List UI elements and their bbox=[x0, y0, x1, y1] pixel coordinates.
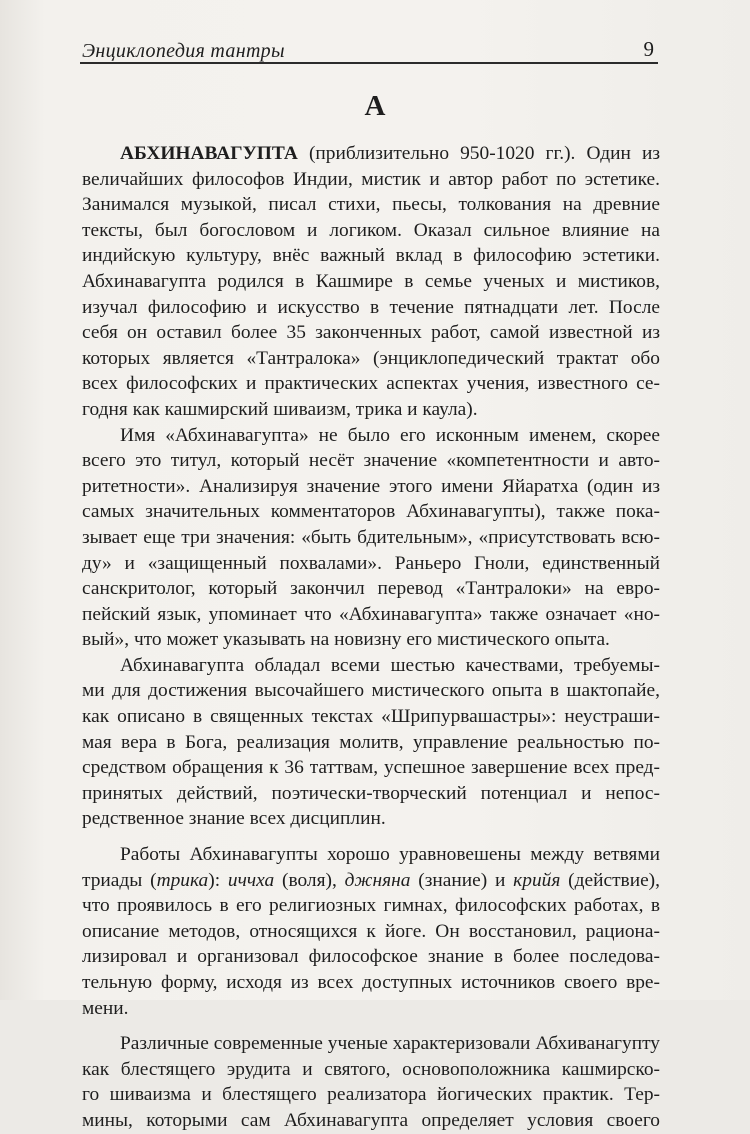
paragraph-3 bbox=[82, 653, 660, 832]
text-line: ритетности». Анализируя значение этого имени Яйаратха (один из bbox=[82, 475, 660, 497]
text-line: как блестящего эрудита и святого, основоположника кашмирско- bbox=[82, 1058, 660, 1080]
text-line: себя он оставил более 35 законченных работ, самой известной из bbox=[82, 322, 660, 344]
paragraph-2 bbox=[82, 423, 660, 653]
headword: АБХИНАВАГУПТА bbox=[120, 143, 298, 164]
text-line: что проявилось в его религиозных гимнах, философских работах, в bbox=[82, 895, 660, 917]
running-header bbox=[80, 36, 658, 64]
text-line: Работы Абхинавагупты хорошо уравновешены между ветвями bbox=[120, 844, 660, 866]
text-line: тельную форму, исходя из всех доступных источников своего вре- bbox=[82, 972, 660, 993]
text-line: принятых действий, поэтически-творческий потенциал и непос- bbox=[82, 782, 660, 804]
text-line: АБХИНАВАГУПТА (приблизительно 950-1020 гг.). Один из bbox=[120, 143, 660, 164]
text-line: го шиваизма и блестящего реализатора йогических практик. Тер- bbox=[82, 1084, 660, 1106]
paragraph-4 bbox=[82, 842, 660, 1021]
paragraph-1 bbox=[82, 141, 660, 423]
text-line: индийскую культуру, внёс важный вклад в философию эстетики. bbox=[82, 245, 660, 267]
italic-term: джняна bbox=[344, 869, 411, 891]
text-line: ми для достижения высочайшего мистического опыта в шактопайе, bbox=[82, 680, 660, 702]
text-line: мины, которыми сам Абхинавагупта определяет условия своего bbox=[82, 1109, 660, 1131]
text-line: Имя «Абхинавагупта» не было его исконным именем, скорее bbox=[120, 424, 660, 446]
text-line: всего это титул, который несёт значение «компетентности и авто- bbox=[82, 450, 660, 472]
text-line: редственное знание всех дисциплин. bbox=[82, 808, 386, 830]
text-line: средством обращения к 36 таттвам, успешное завершение всех пред- bbox=[82, 757, 660, 779]
text-line: Занимался музыкой, писал стихи, пьесы, толкования на древние bbox=[82, 194, 660, 216]
text-line: самых значительных комментаторов Абхинавагупты), также пока- bbox=[82, 501, 660, 523]
text-line: мени. bbox=[82, 997, 129, 1019]
running-title: Энциклопедия тантры bbox=[82, 40, 285, 62]
text-line: триады (трика): иччха (воля), джняна (знание) и крийя (действие), bbox=[82, 869, 660, 891]
text-line: санскритолог, который закончил перевод «Тантралоки» на евро- bbox=[82, 578, 660, 600]
text-line: лизировал и организовал философское знание в более последова- bbox=[82, 946, 660, 968]
italic-term: иччха bbox=[227, 869, 275, 891]
text-line: пейский язык, упоминает что «Абхинавагупта» также означает «но- bbox=[82, 603, 660, 625]
text-line: как описано в священных текстах «Шрипурвашастры»: неустраши- bbox=[82, 706, 660, 728]
text-line: ду» и «защищенный похвалами». Раньеро Гноли, единственный bbox=[82, 552, 660, 574]
text-line: описание методов, относящихся к йоге. Он восстановил, рациона- bbox=[82, 920, 660, 942]
text-line: годня как кашмирский шиваизм, трика и каула). bbox=[82, 398, 478, 420]
text-line: Различные современные ученые характеризовали Абхиванагупту bbox=[120, 1033, 660, 1055]
text-line: величайших философов Индии, мистик и автор работ по эстетике. bbox=[82, 168, 660, 190]
italic-term: крийя bbox=[513, 869, 561, 891]
text-line: Абхинавагупта родился в Кашмире в семье ученых и мистиков, bbox=[82, 270, 660, 292]
text-line: изучал философию и искусство в течение пятнадцати лет. После bbox=[82, 296, 660, 318]
italic-term: трика bbox=[156, 869, 209, 891]
article-body bbox=[82, 141, 660, 1134]
section-letter: А bbox=[364, 90, 386, 122]
page-number: 9 bbox=[643, 37, 654, 61]
text-line: которых является «Тантралока» (энциклопедический трактат обо bbox=[82, 347, 660, 369]
text-line: тексты, был богословом и логиком. Оказал сильное влияние на bbox=[82, 219, 660, 241]
text-line: мая вера в Бога, реализация молитв, управление реальностью по- bbox=[82, 731, 660, 753]
text-line: всех философских и практических аспектах учения, известного се- bbox=[82, 373, 660, 395]
text-line: вый», что может указывать на новизну его мистического опыта. bbox=[82, 629, 610, 651]
text-line: Абхинавагупта обладал всеми шестью качествами, требуемы- bbox=[120, 654, 660, 676]
paragraph-5 bbox=[82, 1031, 660, 1133]
text-line: зывает еще три значения: «быть бдительным», «присутствовать всю- bbox=[82, 526, 660, 548]
